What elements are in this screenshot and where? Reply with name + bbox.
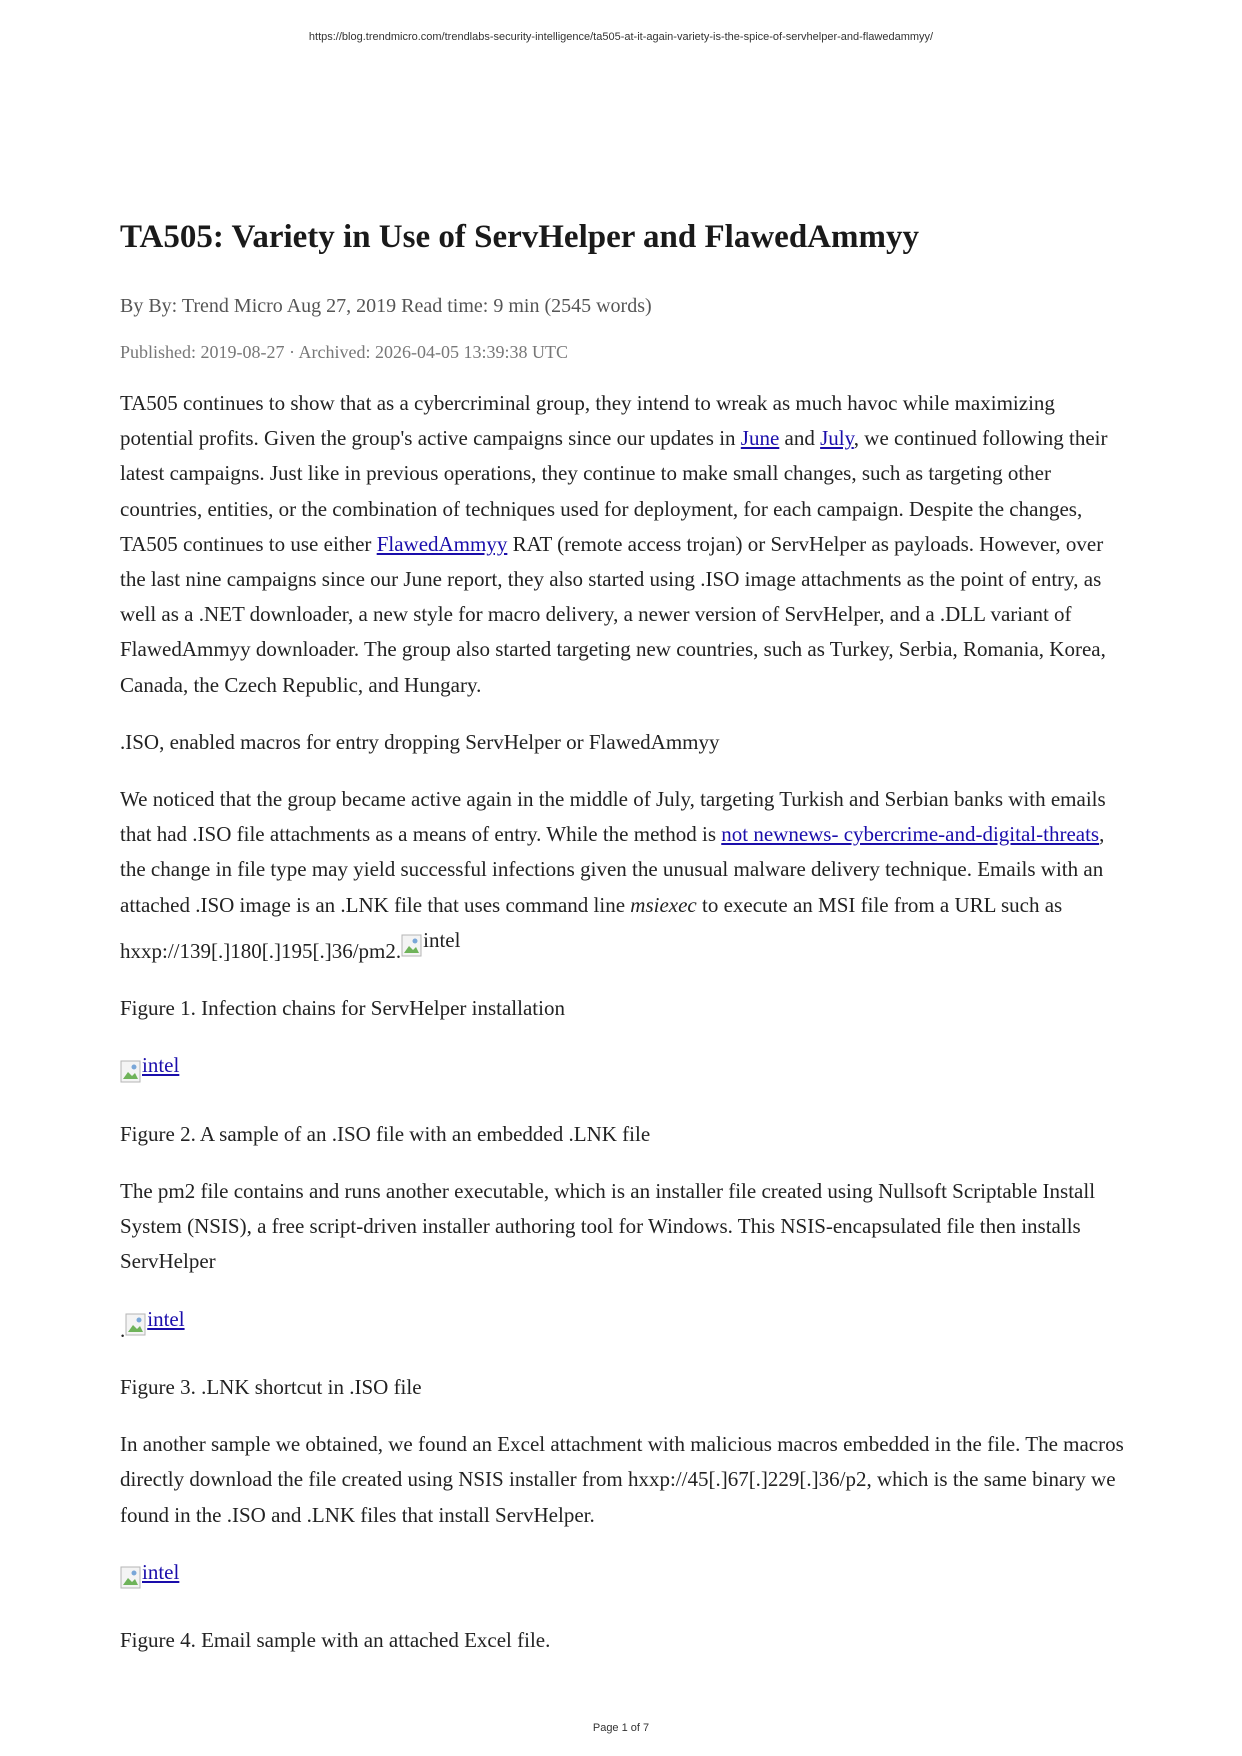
image-alt-text: intel [142, 1053, 180, 1078]
link-june[interactable]: June [740, 426, 780, 451]
figure-4-image-paragraph [120, 1555, 1130, 1601]
text-run: TA505 continues to show that as a cybercriminal group, they intend to wreak as much havoc while maximizing potential profits. Given the group's active campaigns since our updates in [120, 391, 1055, 451]
msiexec-term: msiexec [630, 892, 697, 917]
broken-image-icon [125, 1313, 147, 1337]
paragraph-iso-entry [120, 782, 1130, 969]
image-alt-text: intel [423, 927, 461, 952]
archive-info: Published: 2019-08-27 · Archived: 2026-04-05 13:39:38 UTC [120, 342, 568, 362]
article-byline: By By: Trend Micro Aug 27, 2019 Read time: 9 min (2545 words) [120, 295, 652, 317]
figure-2-image-link[interactable] [120, 1048, 179, 1083]
figure-3-image-paragraph [120, 1302, 1130, 1348]
figure-1-image [401, 923, 460, 958]
broken-image-icon [120, 1060, 142, 1084]
broken-image-icon [401, 934, 423, 958]
text-run: to execute an MSI file from a URL such as hxxp://139[.]180[.]195[.]36/pm2. [120, 892, 1063, 964]
image-alt-text: intel [147, 1306, 185, 1331]
article [120, 212, 1130, 1659]
text-run: We noticed that the group became active again in the middle of July, targeting Turkish and Serbian banks with emails that had .ISO file attachments as a means of entry. While the method is [120, 787, 1106, 847]
image-alt-text: intel [142, 1559, 180, 1584]
text-run: and [779, 426, 821, 451]
paragraph-nsis: The pm2 file contains and runs another executable, which is an installer file created using Nullsoft Scriptable Install System (NSIS), a free script-driven installer authoring tool for Windows. This NSIS-encapsulated file then installs ServHelper [120, 1179, 1096, 1274]
figure-3-image-link[interactable] [125, 1302, 184, 1337]
paragraph-excel: In another sample we obtained, we found an Excel attachment with malicious macros embedded in the file. The macros directly download the file created using NSIS installer from hxxp://45[.]67[.]229[.]36/p2, which is the same binary we found in the .ISO and .LNK files that install ServHelper. [120, 1432, 1124, 1527]
figure-2-caption: Figure 2. A sample of an .ISO file with an embedded .LNK file [120, 1121, 651, 1146]
link-flawedammyy[interactable]: FlawedAmmyy [376, 531, 508, 556]
page-number: Page 1 of 7 [592, 1722, 650, 1734]
text-run: RAT (remote access trojan) or ServHelper as payloads. However, over the last nine campaigns since our June report, they also started using .ISO image attachments as the point of entry, as well as a .NET downloader, a new style for macro delivery, a newer version of ServHelper, and a .DLL variant of FlawedAmmyy downloader. The group also started targeting new countries, such as Turkey, Serbia, Romania, Korea, Canada, the Czech Republic, and Hungary. [120, 531, 1106, 697]
paragraph-intro [120, 386, 1130, 703]
figure-2-image-paragraph [120, 1048, 1130, 1094]
text-run: . [120, 1317, 126, 1342]
section-heading-iso: .ISO, enabled macros for entry dropping ServHelper or FlawedAmmyy [120, 729, 720, 754]
broken-image-icon [120, 1566, 142, 1590]
link-not-new[interactable]: not newnews- cybercrime-and-digital-threats [721, 822, 1100, 847]
figure-4-caption: Figure 4. Email sample with an attached Excel file. [120, 1628, 551, 1653]
article-title: TA505: Variety in Use of ServHelper and FlawedAmmyy [120, 219, 919, 255]
text-run: , the change in file type may yield successful infections given the unusual malware delivery technique. Emails with an attached .ISO image is an .LNK file that uses command line [120, 822, 1105, 917]
figure-1-caption: Figure 1. Infection chains for ServHelper installation [120, 996, 565, 1021]
page-url-header: https://blog.trendmicro.com/trendlabs-security-intelligence/ta505-at-it-again-variety-is-the-spice-of-servhelper-and-flawedammyy/ [308, 31, 934, 43]
link-july[interactable]: July [820, 426, 854, 451]
text-run: , we continued following their latest campaigns. Just like in previous operations, they continue to make small changes, such as targeting other countries, entities, or the combination of techniques used for deployment, for each campaign. Despite the changes, TA505 continues to use either [120, 426, 1108, 556]
figure-3-caption: Figure 3. .LNK shortcut in .ISO file [120, 1375, 422, 1400]
figure-4-image-link[interactable] [120, 1555, 179, 1590]
